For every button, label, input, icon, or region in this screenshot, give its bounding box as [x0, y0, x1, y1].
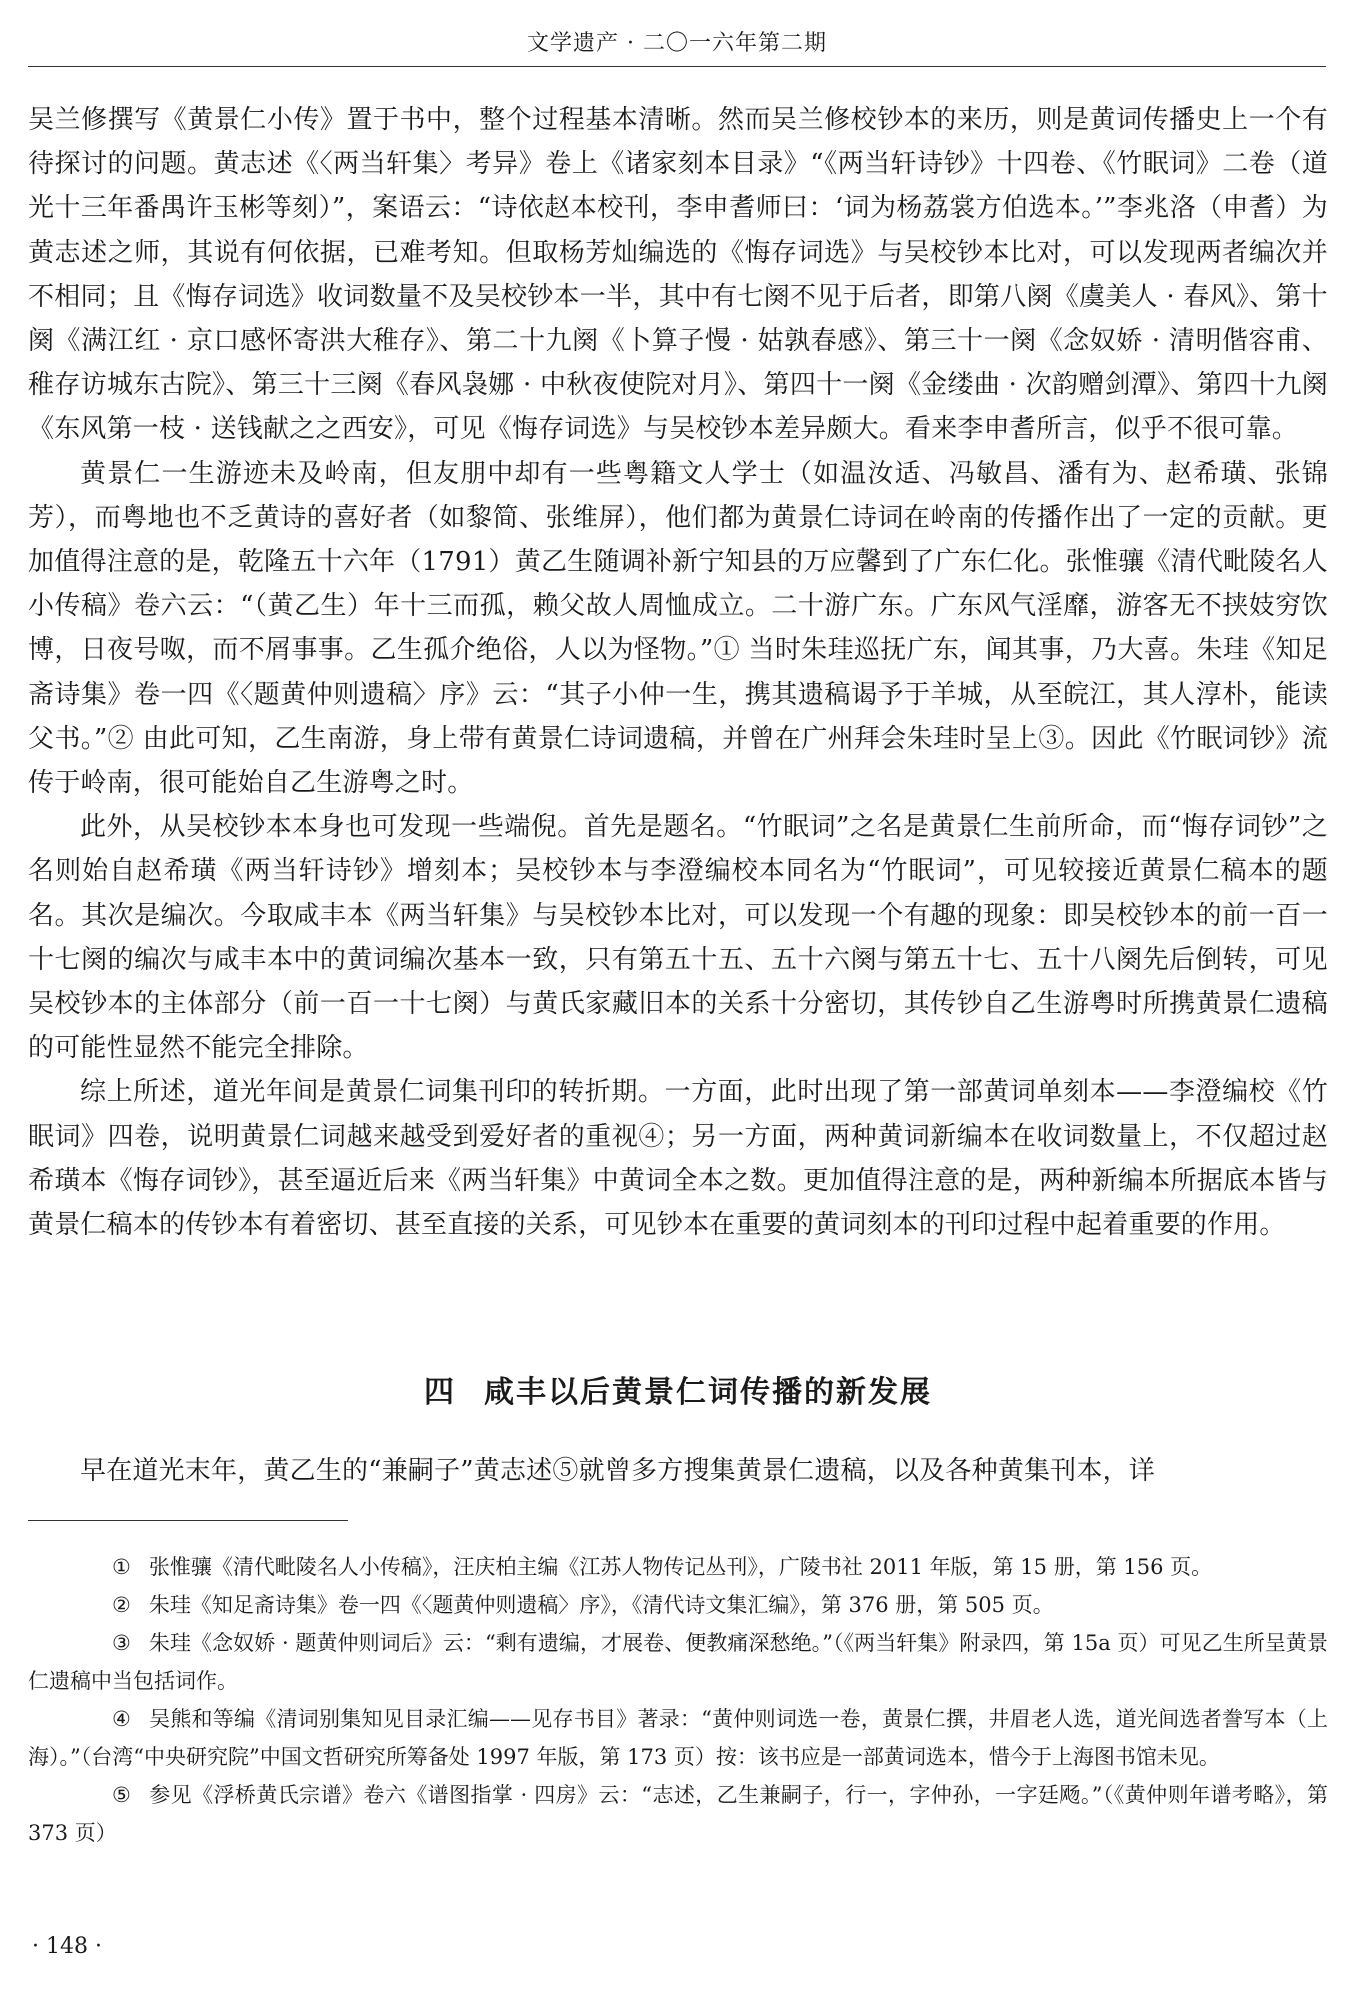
body-paragraph: 黄景仁一生游迹未及岭南，但友朋中却有一些粤籍文人学士（如温汝适、冯敏昌、潘有为、赵希璜、张锦芳），而粤地也不乏黄诗的喜好者（如黎简、张维屏），他们都为黄景仁诗词在岭南的传播作出了一定的贡献。更加值得注意的是，乾隆五十六年（1791）黄乙生随调补新宁知县的万应馨到了广东仁化。张惟骧《清代毗陵名人小传稿》卷六云：“（黄乙生）年十三而孤，赖父故人周恤成立。二十游广东。广东风气淫靡，游客无不挟妓穷饮博，日夜号呶，而不屑事事。乙生孤介绝俗，人以为怪物。”① 当时朱珪巡抚广东，闻其事，乃大喜。朱珪《知足斋诗集》卷一四《〈题黄仲则遗稿〉序》云：“其子小仲一生，携其遗稿谒予于羊城，从至皖江，其人淳朴，能读父书。”② 由此可知，乙生南游，身上带有黄景仁诗词遗稿，并曾在广州拜会朱珪时呈上③。因此《竹眠词钞》流传于岭南，很可能始自乙生游粤之时。 [28, 458, 1328, 799]
section-first-paragraph: 早在道光末年，黄乙生的“兼嗣子”黄志述⑤就曾多方搜集黄景仁遗稿，以及各种黄集刊本，详 [80, 1456, 1155, 1486]
footnote-text: 吴熊和等编《清词别集知见目录汇编——见存书目》著录：“黄仲则词选一卷，黄景仁撰，井眉老人选，道光间选者誊写本（上海）。”（台湾“中央研究院”中国文哲研究所筹备处 1997 年版，第 173 页）按：该书应是一部黄词选本，惜今于上海图书馆未见。 [28, 1707, 1328, 1769]
section-title: 咸丰以后黄景仁词传播的新发展 [484, 1375, 932, 1410]
footnote-mark: ② [112, 1593, 131, 1617]
footnote [28, 1700, 1328, 1776]
footnote-mark: ③ [112, 1631, 131, 1655]
page-number: · 148 · [32, 1934, 102, 1959]
footnote-mark: ④ [112, 1707, 131, 1731]
footnote [28, 1548, 1328, 1586]
footnote-mark: ① [112, 1555, 131, 1579]
body-paragraph: 吴兰修撰写《黄景仁小传》置于书中，整个过程基本清晰。然而吴兰修校钞本的来历，则是黄词传播史上一个有待探讨的问题。黄志述《〈两当轩集〉考异》卷上《诸家刻本目录》“《两当轩诗钞》十四卷、《竹眠词》二卷（道光十三年番禺许玉彬等刻）”，案语云：“诗依赵本校刊，李申耆师曰：‘词为杨荔裳方伯选本。’”李兆洛（申耆）为黄志述之师，其说有何依据，已难考知。但取杨芳灿编选的《悔存词选》与吴校钞本比对，可以发现两者编次并不相同；且《悔存词选》收词数量不及吴校钞本一半，其中有七阕不见于后者，即第八阕《虞美人 · 春风》、第十阕《满江红 · 京口感怀寄洪大稚存》、第二十九阕《卜算子慢 · 姑孰春感》、第三十一阕《念奴娇 · 清明偕容甫、稚存访城东古院》、第三十三阕《春风袅娜 · 中秋夜使院对月》、第四十一阕《金缕曲 · 次韵赠剑潭》、第四十九阕《东风第一枝 · 送钱献之之西安》，可见《悔存词选》与吴校钞本差异颇大。看来李申耆所言，似乎不很可靠。 [28, 105, 1328, 445]
running-title: 文学遗产 · 二〇一六年第二期 [527, 31, 827, 56]
article-body [28, 98, 1328, 1247]
section-heading [28, 1368, 1328, 1418]
footnote-divider [28, 1520, 348, 1521]
running-header [28, 22, 1326, 67]
footnote [28, 1586, 1328, 1624]
footnotes [28, 1548, 1328, 1852]
footnote-text: 参见《浮桥黄氏宗谱》卷六《谱图指掌 · 四房》云：“志述，乙生兼嗣子，行一，字仲孙，一字廷飏。”（《黄仲则年谱考略》，第 373 页） [28, 1783, 1328, 1845]
footnote [28, 1776, 1328, 1852]
body-paragraph: 此外，从吴校钞本本身也可发现一些端倪。首先是题名。“竹眠词”之名是黄景仁生前所命，而“悔存词钞”之名则始自赵希璜《两当轩诗钞》增刻本；吴校钞本与李澄编校本同名为“竹眠词”，可见较接近黄景仁稿本的题名。其次是编次。今取咸丰本《两当轩集》与吴校钞本比对，可以发现一个有趣的现象：即吴校钞本的前一百一十七阕的编次与咸丰本中的黄词编次基本一致，只有第五十五、五十六阕与第五十七、五十八阕先后倒转，可见吴校钞本的主体部分（前一百一十七阕）与黄氏家藏旧本的关系十分密切，其传钞自乙生游粤时所携黄景仁遗稿的可能性显然不能完全排除。 [28, 812, 1328, 1064]
footnote [28, 1624, 1328, 1700]
footnote-mark: ⑤ [112, 1783, 131, 1807]
section-number: 四 [424, 1375, 456, 1410]
footnote-text: 张惟骧《清代毗陵名人小传稿》，汪庆柏主编《江苏人物传记丛刊》，广陵书社 2011 年版，第 15 册，第 156 页。 [148, 1555, 1213, 1579]
footnote-text: 朱珪《知足斋诗集》卷一四《〈题黄仲则遗稿〉序》，《清代诗文集汇编》，第 376 册，第 505 页。 [148, 1593, 1054, 1617]
body-paragraph: 综上所述，道光年间是黄景仁词集刊印的转折期。一方面，此时出现了第一部黄词单刻本——李澄编校《竹眠词》四卷，说明黄景仁词越来越受到爱好者的重视④；另一方面，两种黄词新编本在收词数量上，不仅超过赵希璜本《悔存词钞》，甚至逼近后来《两当轩集》中黄词全本之数。更加值得注意的是，两种新编本所据底本皆与黄景仁稿本的传钞本有着密切、甚至直接的关系，可见钞本在重要的黄词刻本的刊印过程中起着重要的作用。 [28, 1077, 1328, 1241]
footnote-text: 朱珪《念奴娇 · 题黄仲则词后》云：“剩有遗编，才展卷、便教痛深愁绝。”（《两当轩集》附录四，第 15a 页）可见乙生所呈黄景仁遗稿中当包括词作。 [28, 1631, 1328, 1693]
